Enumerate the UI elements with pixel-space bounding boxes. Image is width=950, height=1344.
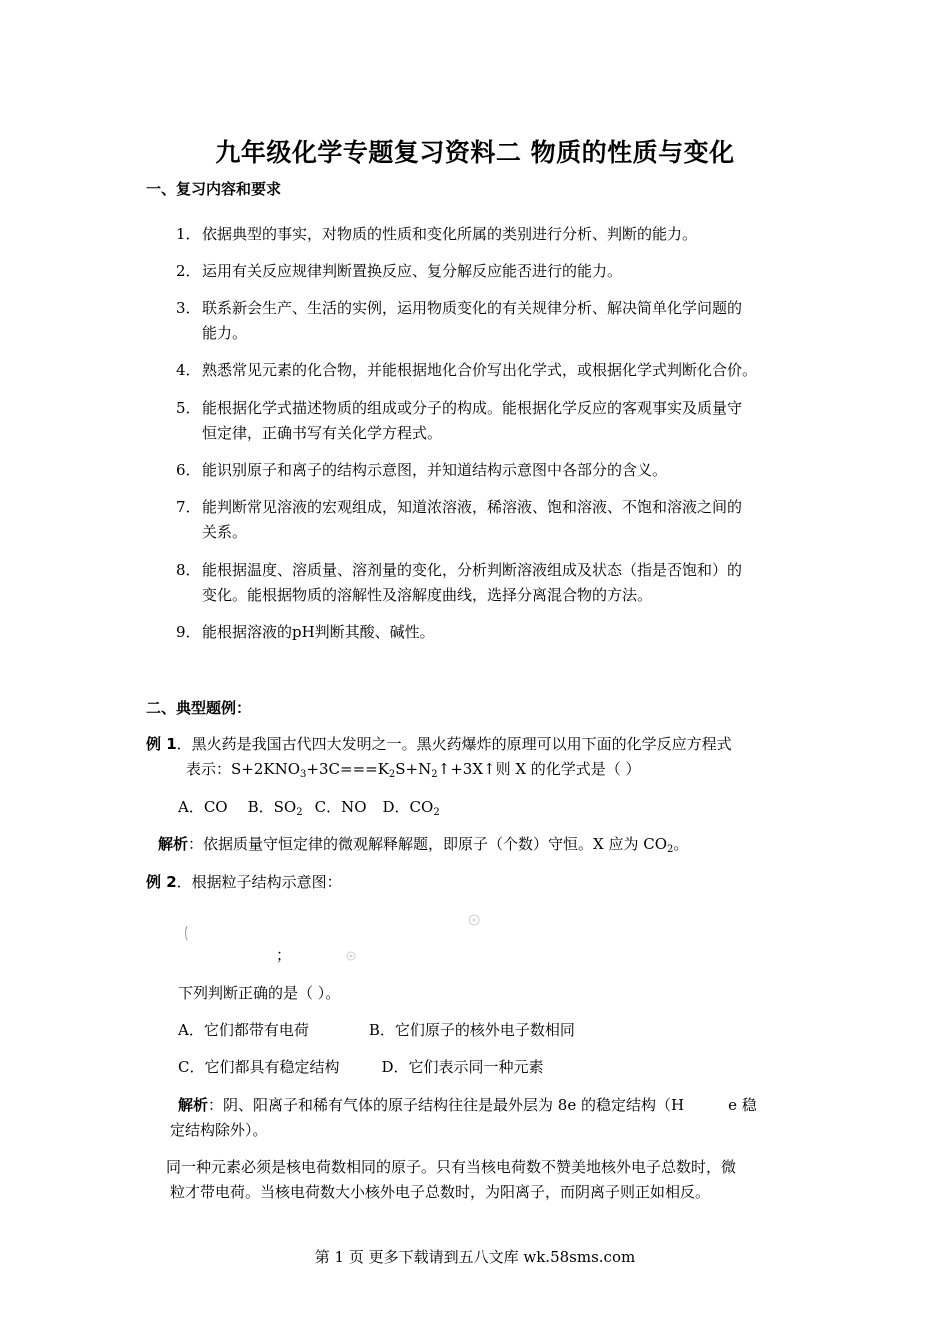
page-footer: 第 1 页 更多下载请到五八文库 wk.58sms.com [314,1248,636,1266]
example-2-analysis: 解析：阴、阳离子和稀有气体的原子结构往往是最外层为 8e 的稳定结构（H e 稳 [178,1096,757,1114]
example-1-equation: 表示：$S+2KNO_3+3C===K_2S+N_2↑+3X↑$则 X 的化学式是（ ） [186,760,641,780]
diagram-fragment-3 [344,949,358,963]
option-b: B．$SO_2$ [247,798,303,818]
example-1-question: 例 1．黑火药是我国古代四大发明之一。黑火药爆炸的原理可以用下面的化学反应方程式 [146,735,732,753]
example-2-question: 例 2．根据粒子结构示意图： [146,873,342,891]
list-item: 8．能根据温度、溶质量、溶剂量的变化，分析判断溶液组成及状态（指是否饱和）的 [176,561,743,579]
list-item: 7．能判断常见溶液的宏观组成，知道浓溶液，稀溶液、饱和溶液、不饱和溶液之间的 [176,498,743,516]
list-item: 9．能根据溶液的pH判断其酸、碱性。 [176,623,435,641]
example-2-options-row-2 [178,1057,544,1077]
example-2-options-row-1 [178,1020,575,1040]
example-2-prompt: 下列判断正确的是（ ）。 [178,984,341,1002]
example-2-paragraph-continuation: 粒才带电荷。当核电荷数大小核外电子总数时，为阳离子，而阴离子则正如相反。 [170,1183,711,1201]
diagram-separator: ； [276,946,292,964]
option-c: C．NO [314,798,367,816]
list-item: 6．能识别原子和离子的结构示意图，并知道结构示意图中各部分的含义。 [176,461,668,479]
list-item: 2．运用有关反应规律判断置换反应、复分解反应能否进行的能力。 [176,262,623,280]
option-a: A．CO [178,798,228,816]
option-c: C．它们都具有稳定结构 [178,1058,340,1076]
example-1-options [178,797,440,817]
list-item-continuation: 变化。能根据物质的溶解性及溶解度曲线，选择分离混合物的方法。 [202,586,653,604]
example-2-analysis-continuation: 定结构除外）。 [170,1121,268,1139]
option-d: D．它们表示同一种元素 [381,1058,544,1076]
list-item-continuation: 关系。 [202,523,248,541]
section-2-heading: 二、典型题例： [146,699,252,717]
option-b: B．它们原子的核外电子数相同 [368,1021,575,1039]
diagram-fragment-1 [182,924,192,942]
list-item-continuation: 能力。 [202,324,248,342]
list-item: 3．联系新会生产、生活的实例，运用物质变化的有关规律分析、解决简单化学问题的 [176,299,743,317]
list-item: 4．熟悉常见元素的化合物，并能根据地化合价写出化学式，或根据化学式判断化合价。 [176,361,758,379]
diagram-fragment-2 [467,913,481,927]
section-1-heading: 一、复习内容和要求 [146,180,282,198]
list-item-continuation: 恒定律，正确书写有关化学方程式。 [202,424,443,442]
example-1-analysis: 解析：依据质量守恒定律的微观解释解题，即原子（个数）守恒。X 应为 $CO_2$。 [158,835,689,855]
option-a: A．它们都带有电荷 [178,1021,309,1039]
list-item: 5．能根据化学式描述物质的组成或分子的构成。能根据化学反应的客观事实及质量守 [176,399,743,417]
example-2-paragraph: 同一种元素必须是核电荷数相同的原子。只有当核电荷数不赞美地核外电子总数时，微 [166,1158,737,1176]
list-item: 1．依据典型的事实，对物质的性质和变化所属的类别进行分析、判断的能力。 [176,225,698,243]
option-d: D．$CO_2$ [382,798,440,818]
page-title: 九年级化学专题复习资料二 物质的性质与变化 [215,138,735,167]
